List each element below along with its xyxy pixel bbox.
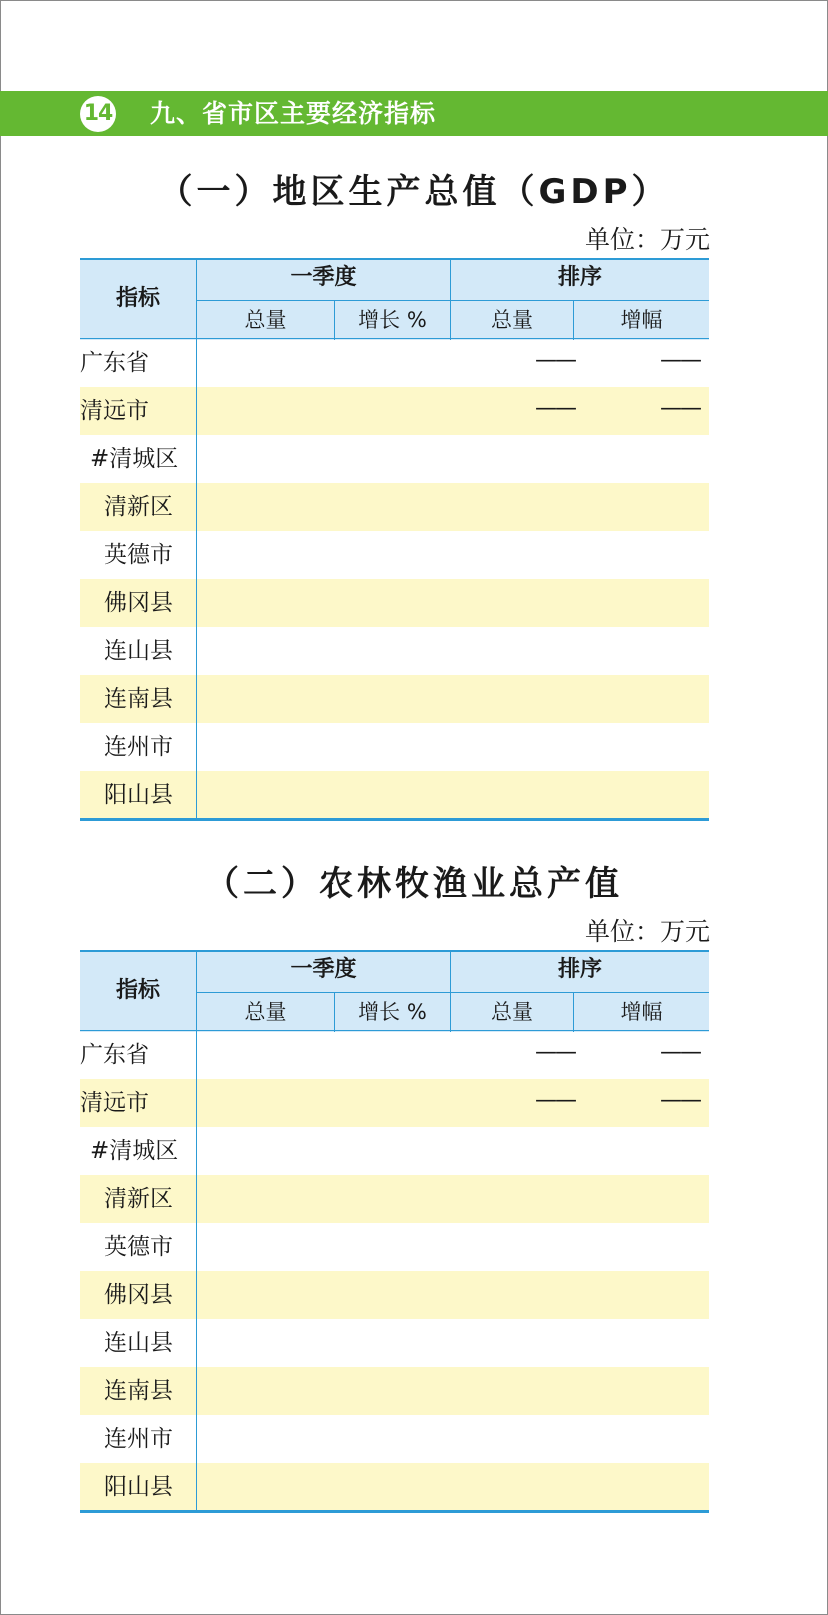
rank-total-cell: —— — [535, 396, 575, 421]
row-label: #清城区 — [90, 1138, 179, 1164]
row-label: 广东省 — [80, 1042, 149, 1068]
table-row — [80, 1223, 709, 1271]
table-row — [80, 435, 709, 483]
row-label: #清城区 — [90, 446, 179, 472]
header-indicator: 指标 — [115, 978, 160, 1003]
label-column-divider — [196, 1031, 197, 1511]
table-row — [80, 483, 709, 531]
header-indicator: 指标 — [115, 286, 160, 311]
row-label: 清远市 — [80, 398, 149, 424]
header-rank-total: 总量 — [491, 308, 533, 332]
row-label: 佛冈县 — [104, 1282, 173, 1308]
row-label: 英德市 — [104, 1234, 173, 1260]
table-body — [80, 338, 709, 819]
table-header — [80, 258, 709, 340]
table-row — [80, 1175, 709, 1223]
table-row — [80, 723, 709, 771]
page-number-badge: 14 — [80, 96, 116, 132]
rank-growth-cell: —— — [660, 1088, 700, 1113]
row-label: 连山县 — [104, 1330, 173, 1356]
rank-growth-cell: —— — [660, 1040, 700, 1065]
table-row — [80, 579, 709, 627]
row-label: 佛冈县 — [104, 590, 173, 616]
unit-label: 单位：万元 — [584, 917, 710, 946]
header-total: 总量 — [244, 308, 287, 332]
table-row — [80, 1031, 709, 1079]
table-body — [80, 1030, 709, 1511]
header-total: 总量 — [244, 1000, 287, 1024]
rank-growth-cell: —— — [660, 396, 700, 421]
header-rank-total: 总量 — [491, 1000, 533, 1024]
table-row — [80, 771, 709, 819]
header-growth: 增长 % — [358, 308, 427, 332]
header-q1: 一季度 — [290, 957, 357, 982]
header-rank: 排序 — [557, 957, 602, 982]
header-divider — [197, 300, 709, 301]
chapter-title: 九、省市区主要经济指标 — [150, 99, 437, 128]
rank-total-cell: —— — [535, 1088, 575, 1113]
rank-total-cell: —— — [535, 348, 575, 373]
table-bottom-rule — [80, 818, 709, 821]
table-row — [80, 627, 709, 675]
table-row — [80, 1415, 709, 1463]
row-label: 清新区 — [104, 494, 173, 520]
unit-label: 单位：万元 — [584, 225, 710, 254]
table-header — [80, 950, 709, 1032]
row-label: 阳山县 — [104, 1474, 173, 1500]
header-q1: 一季度 — [290, 265, 357, 290]
section-title-gdp: （一）地区生产总值（GDP） — [158, 172, 670, 212]
row-label: 清新区 — [104, 1186, 173, 1212]
rank-growth-cell: —— — [660, 348, 700, 373]
row-label: 连山县 — [104, 638, 173, 664]
section-title-agriculture: （二）农林牧渔业总产值 — [205, 864, 623, 904]
header-growth: 增长 % — [358, 1000, 427, 1024]
table-row — [80, 339, 709, 387]
row-label: 广东省 — [80, 350, 149, 376]
row-label: 连南县 — [104, 1378, 173, 1404]
header-rank-growth: 增幅 — [620, 308, 663, 332]
table-row — [80, 1127, 709, 1175]
row-label: 连州市 — [104, 1426, 173, 1452]
table-bottom-rule — [80, 1510, 709, 1513]
table-row — [80, 1271, 709, 1319]
table-row — [80, 531, 709, 579]
header-divider — [197, 992, 709, 993]
row-label: 连南县 — [104, 686, 173, 712]
label-column-divider — [196, 339, 197, 819]
row-label: 阳山县 — [104, 782, 173, 808]
row-label: 英德市 — [104, 542, 173, 568]
table-row — [80, 1079, 709, 1127]
table-row — [80, 387, 709, 435]
rank-total-cell: —— — [535, 1040, 575, 1065]
row-label: 连州市 — [104, 734, 173, 760]
table-row — [80, 1367, 709, 1415]
row-label: 清远市 — [80, 1090, 149, 1116]
table-row — [80, 1463, 709, 1511]
table-row — [80, 1319, 709, 1367]
header-rank: 排序 — [557, 265, 602, 290]
header-rank-growth: 增幅 — [620, 1000, 663, 1024]
table-row — [80, 675, 709, 723]
